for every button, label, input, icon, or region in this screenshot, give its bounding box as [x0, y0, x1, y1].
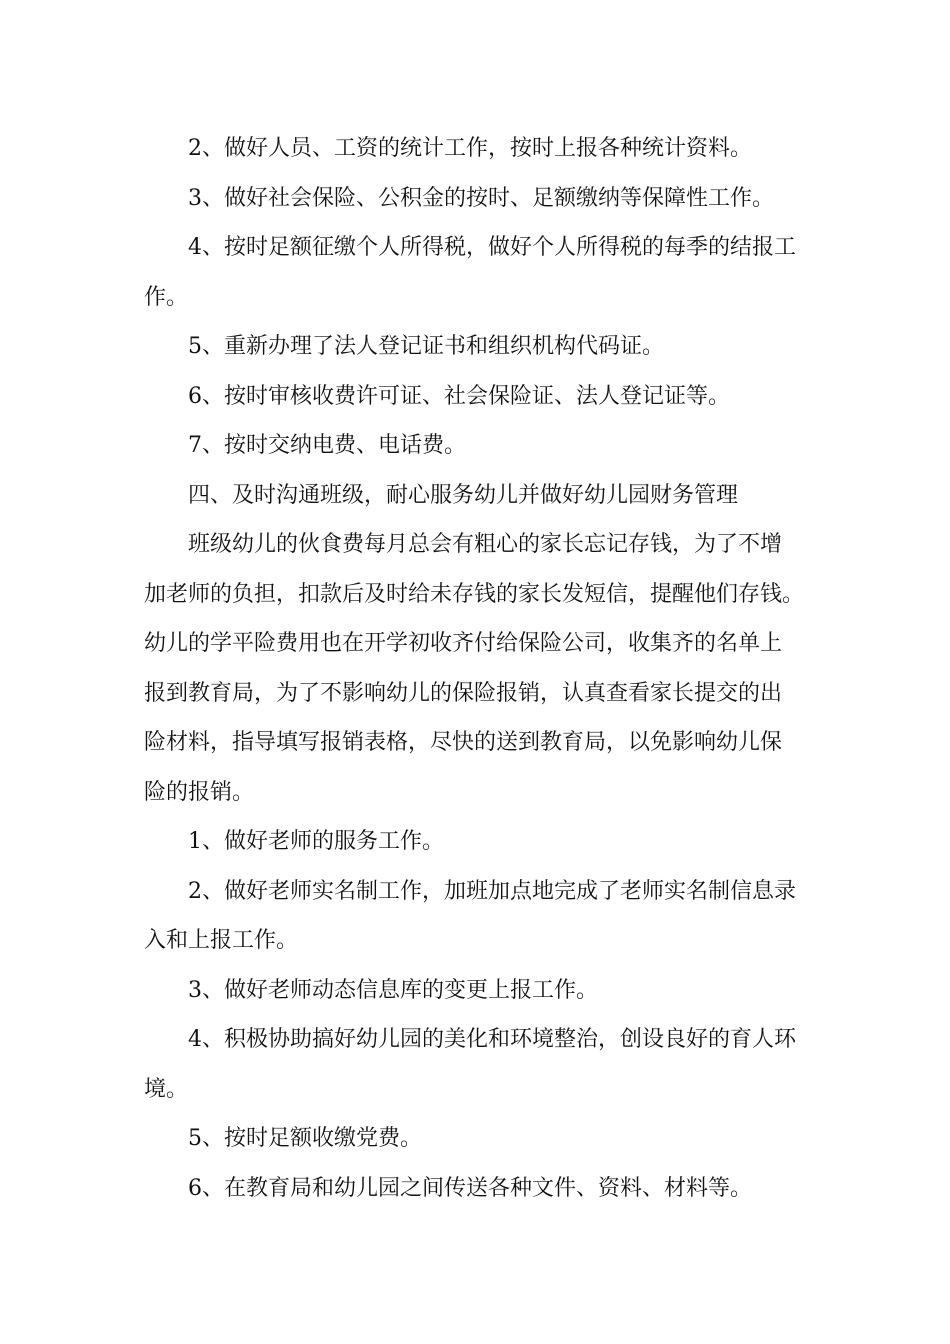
list-item: 5、按时足额收缴党费。: [188, 1126, 422, 1151]
section-heading: 四、及时沟通班级，耐心服务幼儿并做好幼儿园财务管理: [188, 482, 739, 508]
body-paragraph-line: 险材料，指导填写报销表格，尽快的送到教育局，以免影响幼儿保: [144, 730, 783, 755]
list-item: 1、做好老师的服务工作。: [188, 829, 444, 854]
body-paragraph-line: 幼儿的学平险费用也在开学初收齐付给保险公司，收集齐的名单上: [144, 631, 783, 656]
list-item: 2、做好人员、工资的统计工作，按时上报各种统计资料。: [188, 136, 752, 161]
list-item-continuation: 境。: [144, 1076, 189, 1102]
list-item: 4、积极协助搞好幼儿园的美化和环境整治，创设良好的育人环: [188, 1027, 796, 1052]
list-item: 2、做好老师实名制工作，加班加点地完成了老师实名制信息录: [188, 878, 796, 904]
body-paragraph-line: 加老师的负担，扣款后及时给未存钱的家长发短信，提醒他们存钱。: [144, 581, 805, 607]
body-paragraph-line: 险的报销。: [144, 779, 255, 805]
document-body: [144, 124, 824, 1213]
list-item: 7、按时交纳电费、电话费。: [188, 433, 466, 458]
list-item: 5、重新办理了法人登记证书和组织机构代码证。: [188, 334, 664, 359]
body-paragraph-line: 班级幼儿的伙食费每月总会有粗心的家长忘记存钱，为了不增: [188, 532, 783, 557]
list-item: 4、按时足额征缴个人所得税，做好个人所得税的每季的结报工: [188, 235, 796, 260]
list-item: 3、做好老师动态信息库的变更上报工作。: [188, 977, 598, 1003]
list-item: 3、做好社会保险、公积金的按时、足额缴纳等保障性工作。: [188, 185, 774, 211]
list-item: 6、按时审核收费许可证、社会保险证、法人登记证等。: [188, 383, 730, 409]
list-item: 6、在教育局和幼儿园之间传送各种文件、资料、材料等。: [188, 1175, 752, 1201]
list-item-continuation: 作。: [144, 284, 189, 310]
body-paragraph-line: 报到教育局，为了不影响幼儿的保险报销，认真查看家长提交的出: [144, 680, 783, 706]
list-item-continuation: 入和上报工作。: [144, 928, 299, 953]
